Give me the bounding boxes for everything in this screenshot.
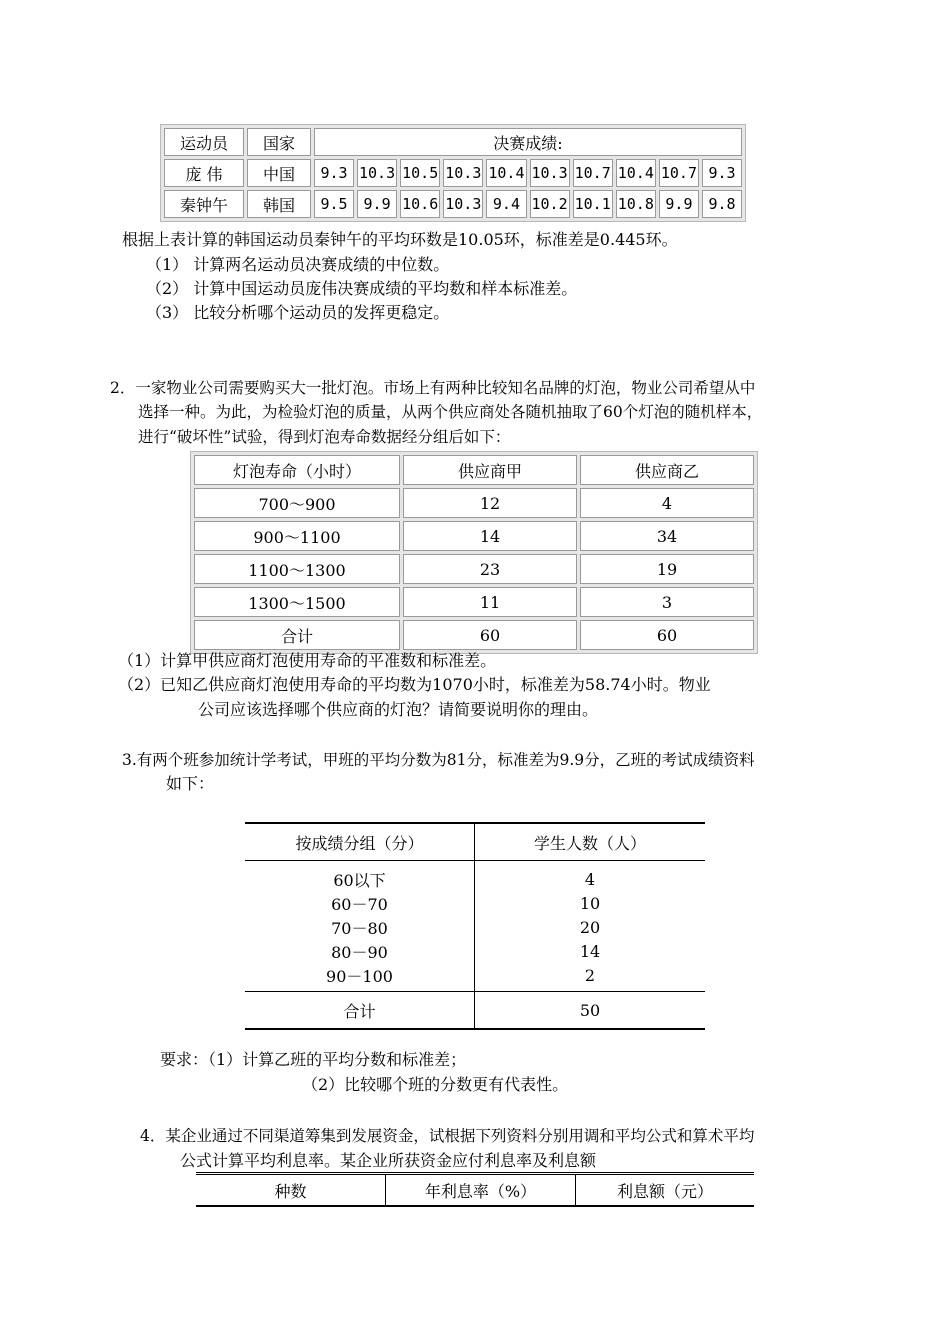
q3-line-1: 3.有两个班参加统计学考试，甲班的平均分数为81分，标准差为9.9分，乙班的考试成绩资料 <box>122 751 755 769</box>
supplier-b-count: 4 <box>580 488 754 518</box>
q2-sub-1: （1）计算甲供应商灯泡使用寿命的平准数和标准差。 <box>118 651 497 670</box>
score-cell: 10.4 <box>486 159 526 187</box>
table-row <box>164 159 742 187</box>
athlete-scores-table <box>160 124 746 222</box>
student-count: 2 <box>584 965 596 985</box>
q2-line-3: 进行“破坏性”试验，得到灯泡寿命数据经分组后如下： <box>138 428 511 446</box>
table-row <box>194 521 754 551</box>
table-total-row <box>194 620 754 650</box>
supplier-b-total: 60 <box>580 620 754 650</box>
header-supplier-a: 供应商甲 <box>403 455 577 485</box>
student-count: 4 <box>584 869 596 889</box>
score-cell: 10.3 <box>530 159 570 187</box>
supplier-a-count: 14 <box>403 521 577 551</box>
q4-line-2: 公式计算平均利息率。某企业所获资金应付利息率及利息额 <box>180 1151 597 1170</box>
score-cell: 10.8 <box>616 190 656 218</box>
q2-line-1: 2．一家物业公司需要购买大一批灯泡。市场上有两种比较知名品牌的灯泡，物业公司希望从中 <box>110 379 756 397</box>
score-cell: 9.3 <box>314 159 354 187</box>
student-count: 20 <box>579 917 601 937</box>
interest-rate-table <box>196 1172 754 1207</box>
header-student-count: 学生人数（人） <box>475 823 706 861</box>
table-header-row <box>196 1174 754 1207</box>
q1-intro: 根据上表计算的韩国运动员秦钟午的平均环数是10.05环，标准差是0.445环。 <box>122 230 678 249</box>
table-row <box>245 861 705 892</box>
header-final-scores: 决赛成绩: <box>314 128 742 156</box>
score-cell: 10.4 <box>616 159 656 187</box>
score-cell: 10.5 <box>400 159 440 187</box>
table-row <box>245 915 705 939</box>
supplier-b-count: 34 <box>580 521 754 551</box>
lifetime-range: 1100～1300 <box>194 554 400 584</box>
score-cell: 9.5 <box>314 190 354 218</box>
score-distribution-table <box>245 822 705 1030</box>
score-group: 80－90 <box>245 939 475 963</box>
score-group: 90－100 <box>245 963 475 992</box>
table-row <box>194 587 754 617</box>
header-interest-amount: 利息额（元） <box>616 1181 713 1201</box>
table-row <box>194 488 754 518</box>
score-cell: 10.1 <box>573 190 613 218</box>
athlete-country: 中国 <box>247 159 311 187</box>
q3-requirement-1: 要求：（1）计算乙班的平均分数和标准差； <box>160 1050 467 1069</box>
total-count: 50 <box>475 992 706 1030</box>
score-cell: 10.7 <box>659 159 699 187</box>
q2-sub-2a: （2）已知乙供应商灯泡使用寿命的平均数为1070小时，标准差为58.74小时。物业 <box>118 675 711 694</box>
athlete-name: 秦钟午 <box>164 190 244 218</box>
header-score-group: 按成绩分组（分） <box>245 823 475 861</box>
score-cell: 9.4 <box>486 190 526 218</box>
score-cell: 10.7 <box>573 159 613 187</box>
score-group: 60－70 <box>245 891 475 915</box>
q1-item-2: （2） 计算中国运动员庞伟决赛成绩的平均数和样本标准差。 <box>146 279 578 298</box>
table-header-row <box>245 823 705 861</box>
score-cell: 10.3 <box>443 190 483 218</box>
lifetime-range: 1300～1500 <box>194 587 400 617</box>
header-lifetime: 灯泡寿命（小时） <box>194 455 400 485</box>
table-row <box>245 891 705 915</box>
score-group: 70－80 <box>245 915 475 939</box>
header-annual-rate: 年利息率（%） <box>386 1174 576 1207</box>
table-header-row <box>164 128 742 156</box>
score-cell: 10.6 <box>400 190 440 218</box>
header-country: 国家 <box>247 128 311 156</box>
supplier-a-total: 60 <box>403 620 577 650</box>
score-cell: 9.9 <box>357 190 397 218</box>
table-row <box>245 939 705 963</box>
supplier-a-count: 11 <box>403 587 577 617</box>
score-cell: 9.8 <box>702 190 742 218</box>
lifetime-range: 900～1100 <box>194 521 400 551</box>
q3-line-2: 如下： <box>166 774 215 793</box>
q4-line-1: 4．某企业通过不同渠道筹集到发展资金，试根据下列资料分别用调和平均公式和算术平均 <box>140 1127 755 1145</box>
q2-sub-2b: 公司应该选择哪个供应商的灯泡？请简要说明你的理由。 <box>198 700 599 719</box>
header-supplier-b: 供应商乙 <box>580 455 754 485</box>
table-row <box>245 963 705 992</box>
total-label: 合计 <box>245 992 475 1030</box>
total-label: 合计 <box>194 620 400 650</box>
score-cell: 10.2 <box>530 190 570 218</box>
bulb-lifetime-table <box>190 451 758 654</box>
student-count: 14 <box>579 941 601 961</box>
athlete-name: 庞 伟 <box>164 159 244 187</box>
supplier-b-count: 3 <box>580 587 754 617</box>
header-athlete: 运动员 <box>164 128 244 156</box>
q1-item-1: （1） 计算两名运动员决赛成绩的中位数。 <box>146 255 450 274</box>
supplier-a-count: 12 <box>403 488 577 518</box>
score-cell: 9.3 <box>702 159 742 187</box>
student-count: 10 <box>579 893 601 913</box>
score-group: 60以下 <box>245 861 475 892</box>
table-total-row <box>245 992 705 1030</box>
score-cell: 10.3 <box>357 159 397 187</box>
supplier-b-count: 19 <box>580 554 754 584</box>
table-row <box>194 554 754 584</box>
table-header-row <box>194 455 754 485</box>
athlete-country: 韩国 <box>247 190 311 218</box>
q2-line-2: 选择一种。为此，为检验灯泡的质量，从两个供应商处各随机抽取了60个灯泡的随机样本， <box>138 403 763 421</box>
supplier-a-count: 23 <box>403 554 577 584</box>
q1-item-3: （3） 比较分析哪个运动员的发挥更稳定。 <box>146 303 450 322</box>
score-cell: 10.3 <box>443 159 483 187</box>
header-category: 种数 <box>196 1174 386 1207</box>
table-row <box>164 190 742 218</box>
score-cell: 9.9 <box>659 190 699 218</box>
q3-requirement-2: （2）比较哪个班的分数更有代表性。 <box>302 1075 569 1094</box>
lifetime-range: 700～900 <box>194 488 400 518</box>
